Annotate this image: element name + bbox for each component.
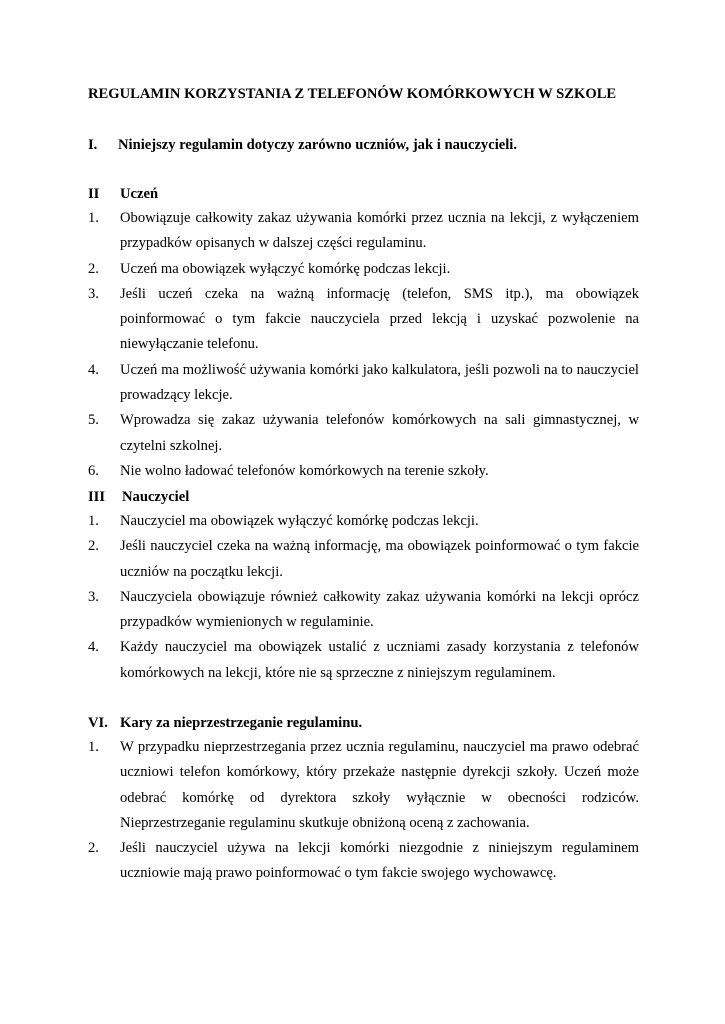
section-3-heading [88, 489, 189, 506]
list-item-number: 2. [88, 840, 99, 857]
list-item-number: 1. [88, 739, 99, 755]
section-2-title: Uczeń [120, 186, 159, 202]
list-item [88, 408, 639, 459]
list-item-number: 2. [88, 260, 99, 277]
list-item [88, 206, 639, 257]
list-item [88, 358, 639, 409]
list-item-number: 5. [88, 412, 99, 429]
section-2-heading [88, 186, 158, 203]
list-item [88, 585, 639, 636]
list-item [88, 282, 639, 358]
list-item-text: Uczeń ma możliwość używania komórki jako kalkulatora, jeśli pozwoli na to nauczyciel prowadzący lekcje. [120, 361, 639, 404]
list-item-text: Nauczyciel ma obowiązek wyłączyć komórkę podczas lekcji. [120, 513, 479, 529]
section-4-list [88, 735, 639, 887]
list-item-text: W przypadku nieprzestrzegania przez ucznia regulaminu, nauczyciel ma prawo odebrać uczniowi telefon komórkowy, który przekaże następnie dyrekcji szkoły. Uczeń może odebrać komórkę od dyrektora szkoły wyłącznie w obecności rodziców. Nieprzestrzeganie regulaminu skutkuje obniżoną oceną z zachowania. [120, 739, 639, 831]
list-item-number: 4. [88, 361, 99, 378]
section-3-title: Nauczyciel [122, 489, 190, 505]
list-item [88, 836, 639, 887]
list-item-text: Każdy nauczyciel ma obowiązek ustalić z uczniami zasady korzystania z telefonów komórkowych na lekcji, które nie są sprzeczne z niniejszym regulaminem. [120, 639, 639, 681]
list-item-text: Wprowadza się zakaz używania telefonów komórkowych na sali gimnastycznej, w czytelni szkolnej. [120, 412, 639, 454]
list-item-text: Nie wolno ładować telefonów komórkowych na terenie szkoły. [120, 462, 489, 479]
section-3-number: III [88, 489, 106, 505]
list-item-text: Uczeń ma obowiązek wyłączyć komórkę podczas lekcji. [120, 260, 451, 277]
list-item-number: 1. [88, 513, 99, 529]
list-item [88, 459, 639, 484]
section-4-title: Kary za nieprzestrzeganie regulaminu. [120, 715, 363, 731]
list-item-text: Jeśli uczeń czeka na ważną informację (telefon, SMS itp.), ma obowiązek poinformować o tym fakcie nauczyciela przed lekcją i uzyskać pozwolenie na niewyłączanie telefonu. [120, 285, 639, 353]
section-2-number: II [88, 186, 100, 202]
section-1-heading [88, 137, 517, 154]
list-item [88, 635, 639, 686]
list-item-number: 6. [88, 462, 99, 479]
list-item-text: Obowiązuje całkowity zakaz używania komórki przez ucznia na lekcji, z wyłączeniem przypadków opisanych w dalszej części regulaminu. [120, 210, 639, 252]
list-item [88, 534, 639, 585]
list-item-number: 1. [88, 210, 99, 226]
section-3-list [88, 509, 639, 686]
section-2-list [88, 206, 639, 484]
section-1-number: I. [88, 137, 98, 153]
list-item [88, 735, 639, 836]
list-item-number: 3. [88, 285, 99, 302]
list-item-number: 3. [88, 588, 99, 605]
list-item-number: 4. [88, 639, 99, 656]
list-item [88, 509, 639, 534]
list-item-text: Jeśli nauczyciel czeka na ważną informację, ma obowiązek poinformować o tym fakcie uczniów na początku lekcji. [120, 538, 639, 580]
section-4-number: VI. [88, 715, 108, 731]
list-item [88, 257, 639, 282]
list-item-text: Nauczyciela obowiązuje również całkowity zakaz używania komórki na lekcji oprócz przypadków wymienionych w regulaminie. [120, 588, 639, 631]
list-item-text: Jeśli nauczyciel używa na lekcji komórki niezgodnie z niniejszym regulaminem uczniowie mają prawo poinformować o tym fakcie swojego wychowawcę. [120, 840, 639, 882]
section-1-text: Niniejszy regulamin dotyczy zarówno uczniów, jak i nauczycieli. [118, 137, 517, 153]
document-title: REGULAMIN KORZYSTANIA Z TELEFONÓW KOMÓRKOWYCH W SZKOLE [88, 86, 617, 102]
section-4-heading [88, 715, 362, 732]
list-item-number: 2. [88, 538, 99, 555]
